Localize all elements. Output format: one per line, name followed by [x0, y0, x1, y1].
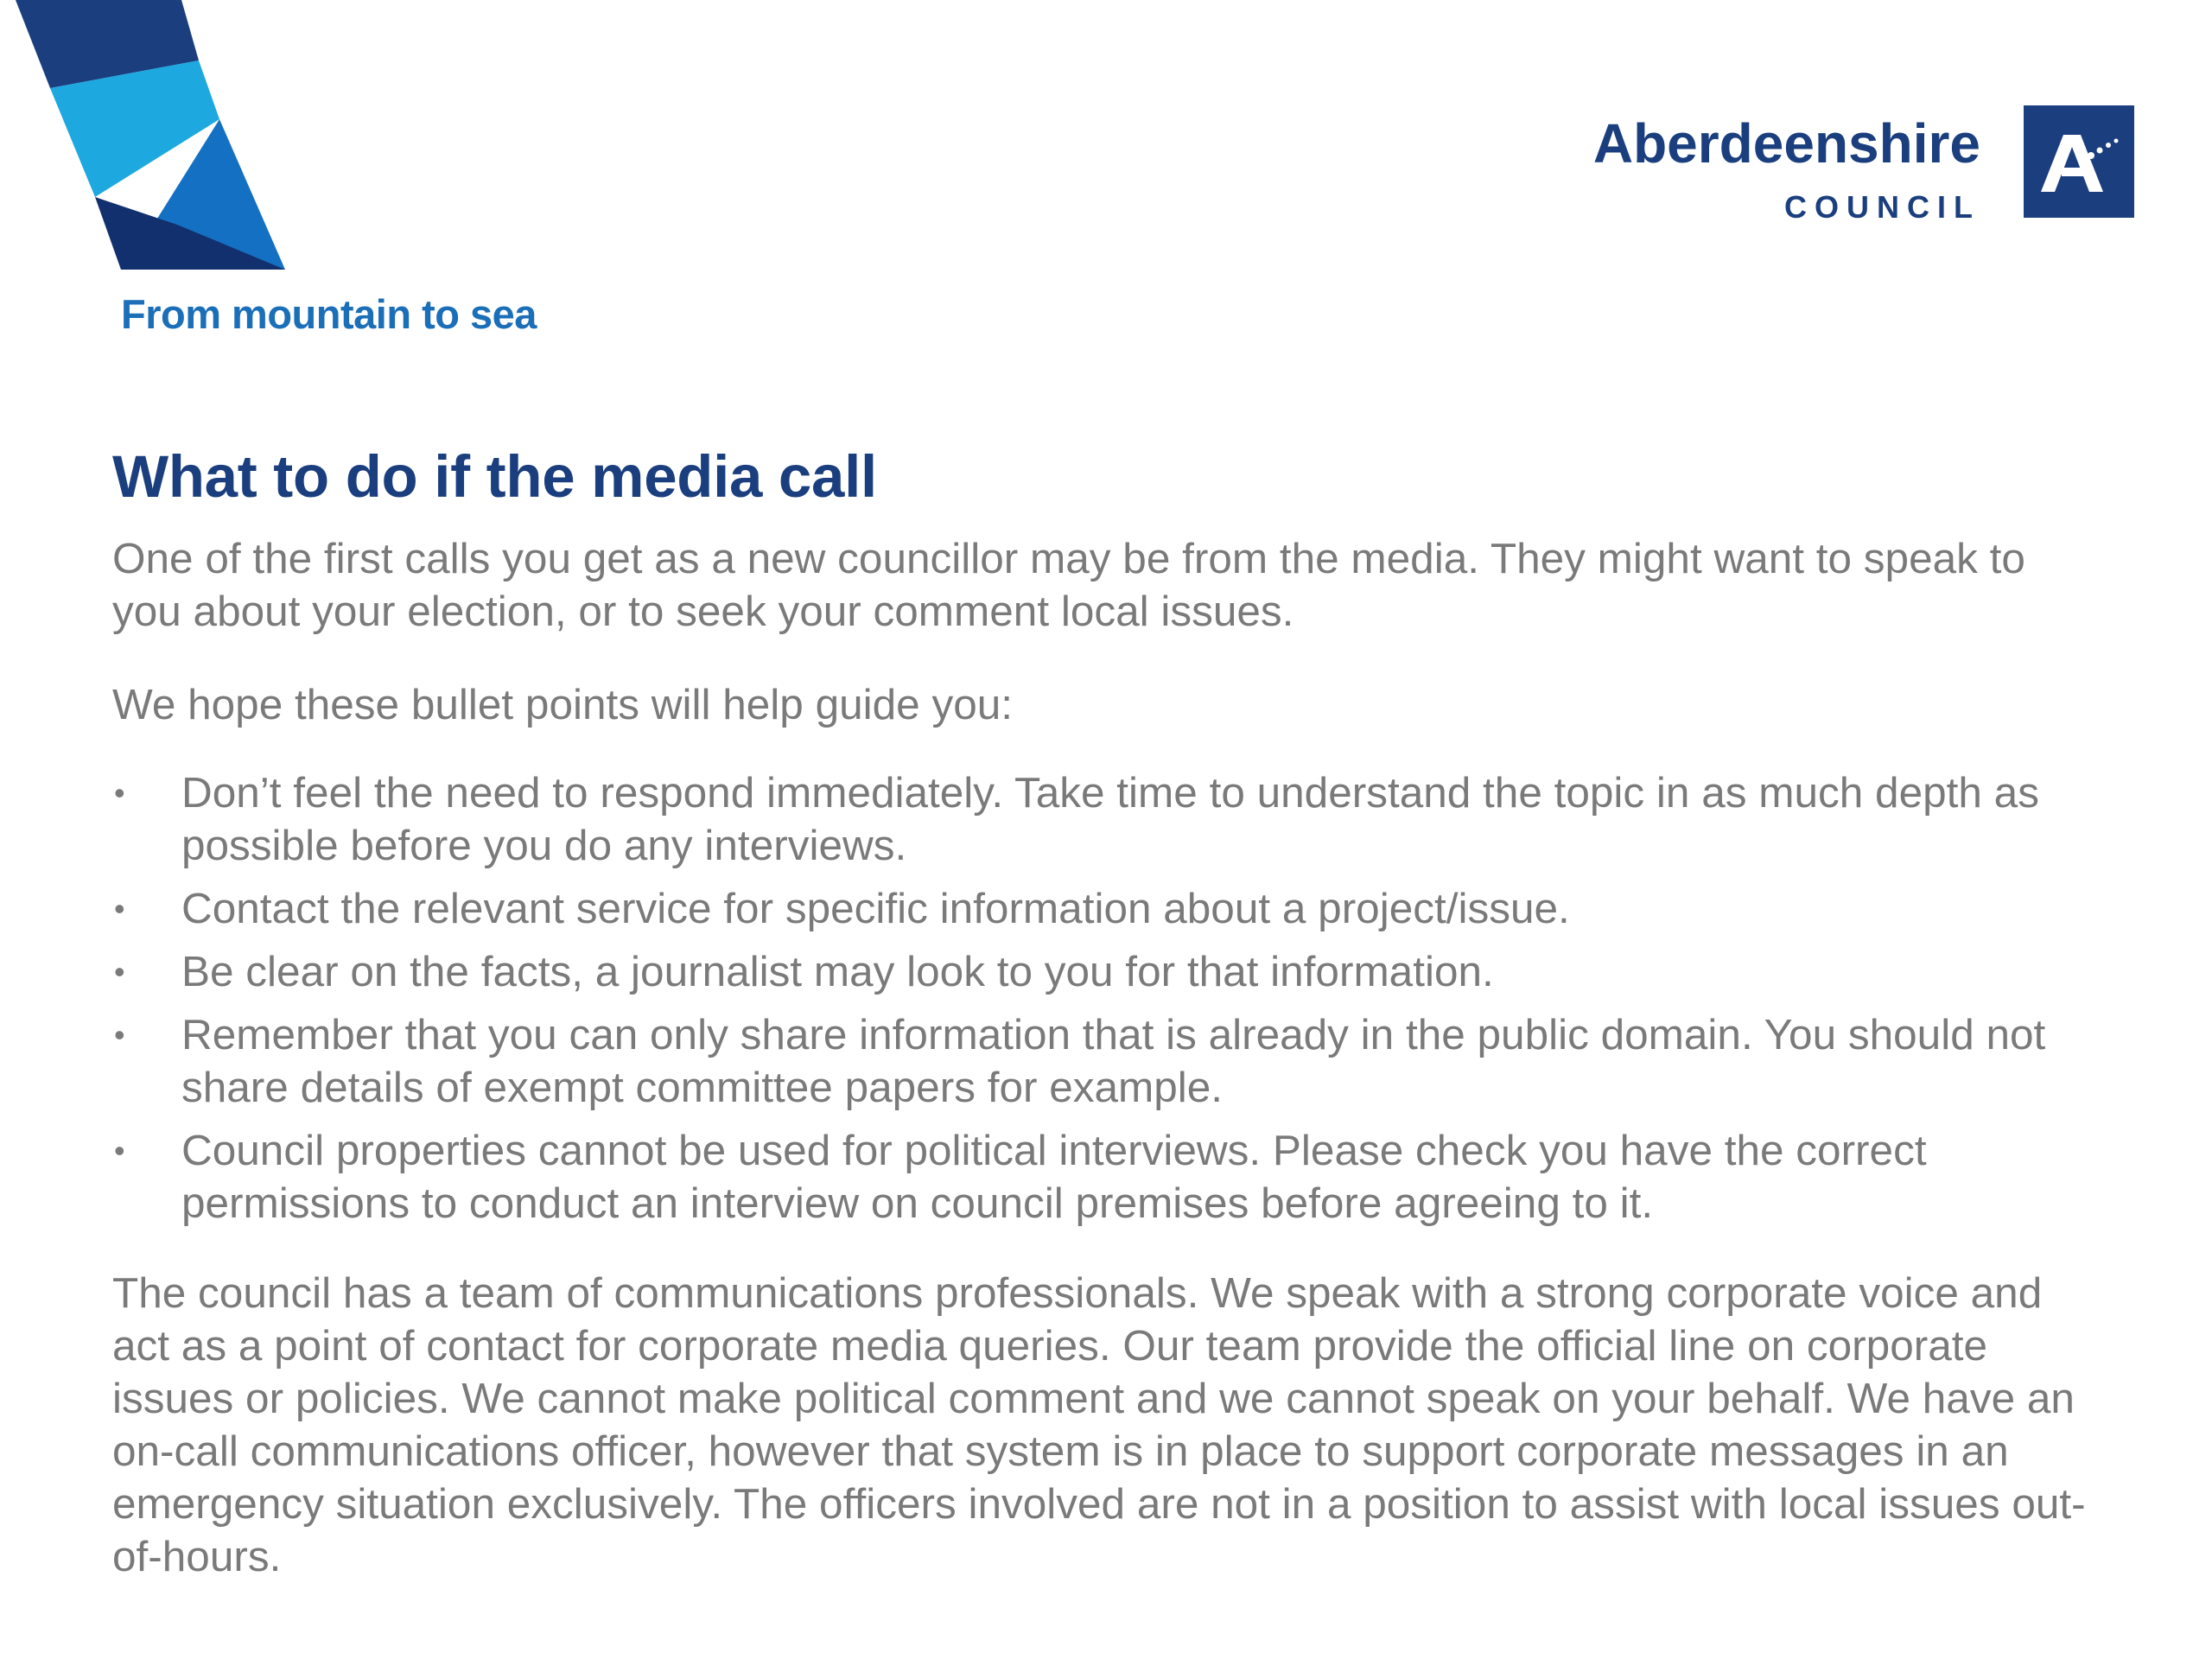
bullet-item — [112, 882, 2100, 935]
brand-mountain-sea-graphic — [0, 0, 294, 276]
guidance-bullet-list — [112, 766, 2100, 1230]
council-emblem-icon — [2024, 105, 2134, 218]
page-title: What to do if the media call — [112, 443, 877, 510]
closing-paragraph: The council has a team of communications professionals. We speak with a strong corporate voice and act as a point of contact for corporate media queries. Our team provide the official line on corporate issues or policies. We cannot make political comment and we cannot speak on your behalf. We have an on-call communications officer, however that system is in place to support corporate messages in an emergency situation exclusively. The officers involved are not in a position to assist with local issues out-of-hours. — [112, 1269, 2086, 1580]
council-logo — [1581, 105, 2134, 226]
bullet-text: Remember that you can only share information that is already in the public domain. You should not share details of exempt committee papers for example. — [181, 1011, 2046, 1111]
bullets-lead-paragraph: We hope these bullet points will help guide you: — [112, 681, 1014, 728]
bullet-dot-icon: • — [114, 891, 125, 926]
brand-tagline: From mountain to sea — [121, 291, 537, 337]
bullet-item — [112, 1124, 2100, 1230]
council-logo-subtitle: COUNCIL — [1784, 189, 1980, 225]
bullet-text: Council properties cannot be used for political interviews. Please check you have the correct permissions to conduct an interview on council premises before agreeing to it. — [181, 1127, 1927, 1227]
bullet-dot-icon: • — [114, 775, 125, 810]
bullet-item — [112, 945, 2100, 998]
bullet-dot-icon: • — [114, 1133, 125, 1168]
council-logo-name: Aberdeenshire — [1592, 112, 1980, 175]
bullet-item — [112, 766, 2100, 872]
bullet-item — [112, 1008, 2100, 1114]
bullet-dot-icon: • — [114, 1017, 125, 1052]
document-body — [112, 442, 2100, 1583]
bullet-text: Don’t feel the need to respond immediately. Take time to understand the topic in as much depth as possible before you do any interviews. — [181, 769, 2039, 869]
bullet-dot-icon: • — [114, 954, 125, 989]
bullet-text: Contact the relevant service for specific information about a project/issue. — [181, 885, 1570, 932]
bullet-text: Be clear on the facts, a journalist may look to you for that information. — [181, 948, 1494, 995]
intro-paragraph: One of the first calls you get as a new councillor may be from the media. They might want to speak to you about your election, or to seek your comment local issues. — [112, 535, 2025, 635]
